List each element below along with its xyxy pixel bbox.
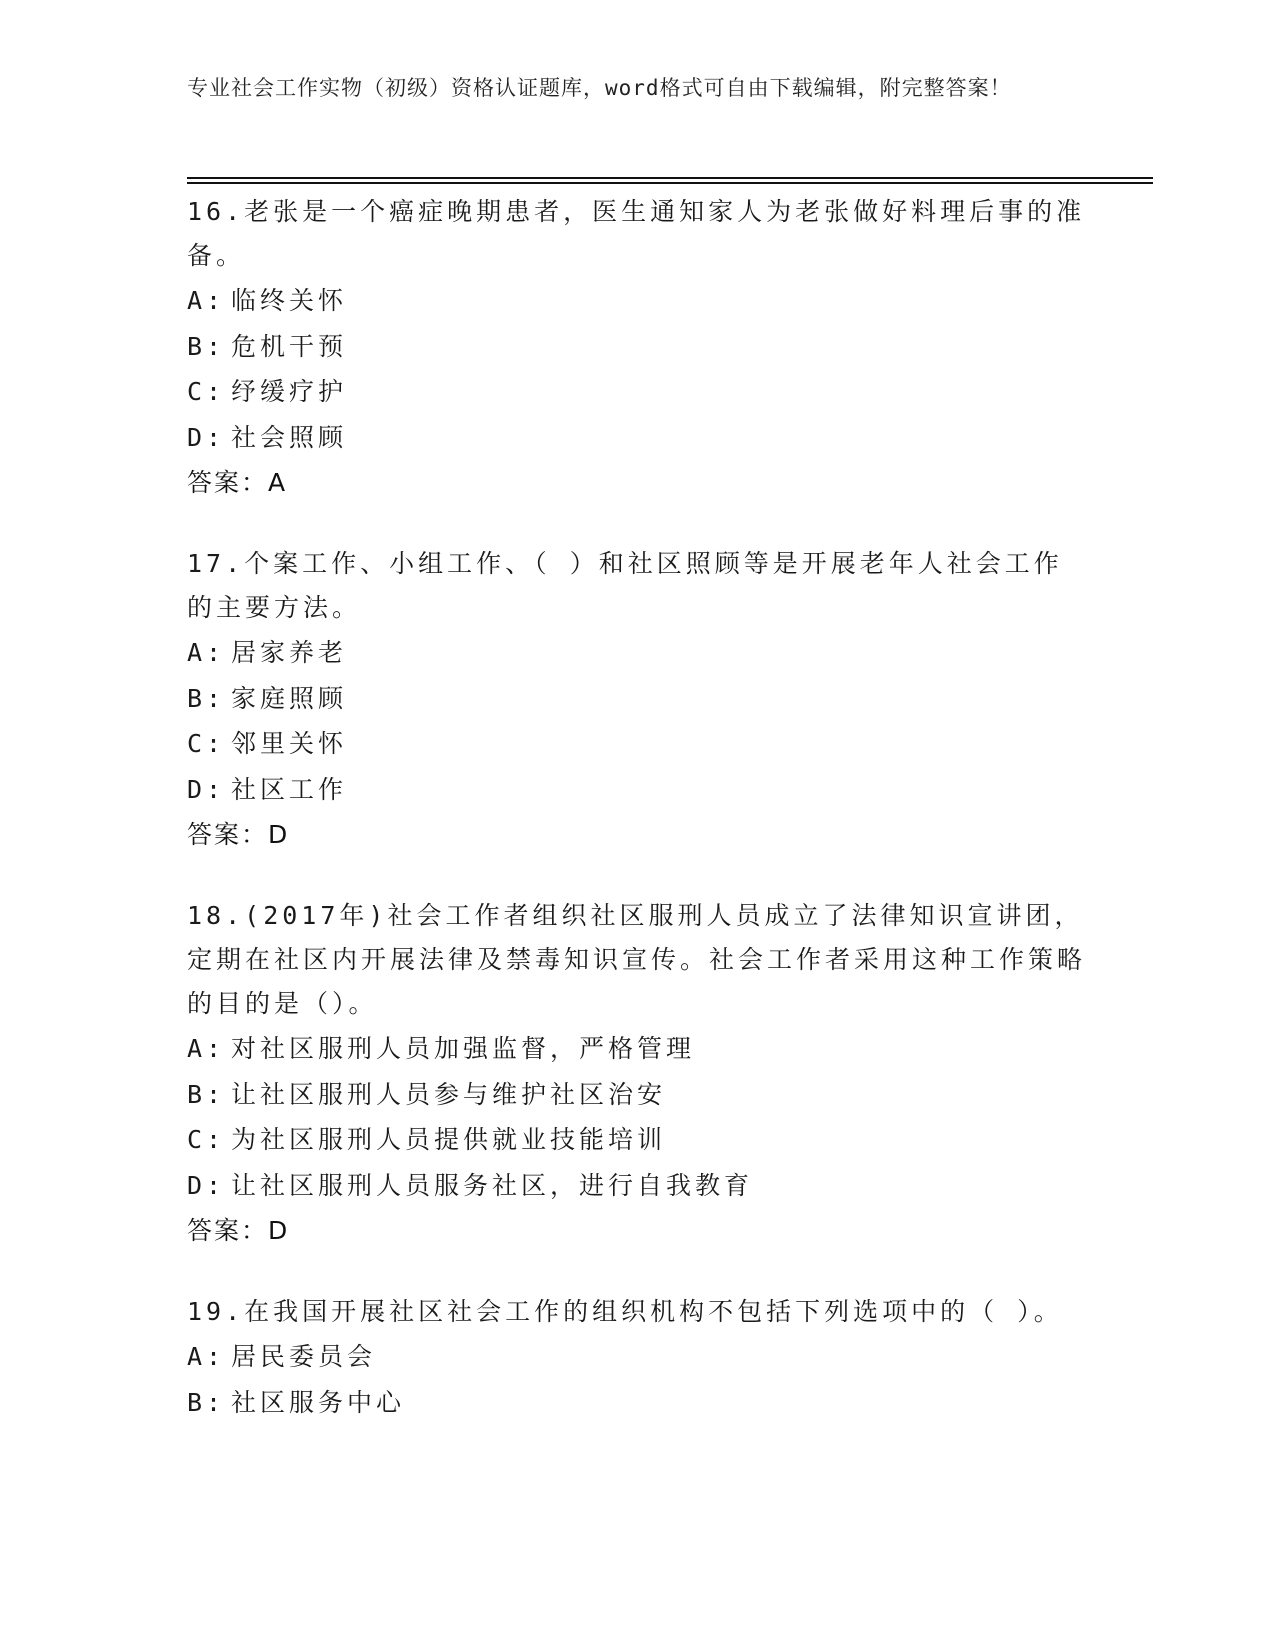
answer-line: 答案：D xyxy=(187,820,290,849)
option-a xyxy=(187,1026,1087,1072)
answer-line: 答案：D xyxy=(187,1216,290,1245)
option-letter: B: xyxy=(187,331,226,361)
option-text: 纾缓疗护 xyxy=(231,377,348,406)
option-letter: B: xyxy=(187,1079,226,1109)
option-b xyxy=(187,1072,1087,1118)
question-text xyxy=(187,190,1087,278)
question-number: 17. xyxy=(187,549,245,578)
option-letter: B: xyxy=(187,683,226,713)
option-letter: D: xyxy=(187,774,226,804)
question-16 xyxy=(187,190,1087,506)
option-text: 居民委员会 xyxy=(231,1342,377,1371)
option-letter: C: xyxy=(187,729,226,758)
option-d xyxy=(187,1163,1087,1209)
option-letter: B: xyxy=(187,1387,226,1417)
option-c xyxy=(187,1117,1087,1163)
option-letter: C: xyxy=(187,1125,226,1154)
option-letter: A: xyxy=(187,1034,226,1063)
question-list xyxy=(187,190,1087,1461)
option-letter: D: xyxy=(187,422,226,452)
option-letter: D: xyxy=(187,1170,226,1200)
option-text: 社会照顾 xyxy=(231,422,348,452)
question-18 xyxy=(187,894,1087,1254)
option-text: 让社区服刑人员参与维护社区治安 xyxy=(231,1079,667,1109)
option-text: 社区服务中心 xyxy=(231,1387,406,1417)
option-letter: A: xyxy=(187,286,226,315)
option-d xyxy=(187,415,1087,461)
option-text: 危机干预 xyxy=(231,331,348,361)
question-stem: 在我国开展社区社会工作的组织机构不包括下列选项中的（ ）。 xyxy=(244,1297,1063,1326)
answer-line: 答案：A xyxy=(187,468,288,497)
option-letter: C: xyxy=(187,377,226,406)
option-b xyxy=(187,1380,1087,1426)
question-text xyxy=(187,1290,1087,1334)
question-number: 16. xyxy=(187,197,245,226)
page-header xyxy=(187,72,1067,104)
option-letter: A: xyxy=(187,638,226,667)
option-c xyxy=(187,369,1087,415)
option-b xyxy=(187,676,1087,722)
option-text: 对社区服刑人员加强监督，严格管理 xyxy=(231,1034,696,1063)
question-stem: 老张是一个癌症晚期患者，医生通知家人为老张做好料理后事的准备。 xyxy=(187,197,1086,270)
option-a xyxy=(187,278,1087,324)
question-text xyxy=(187,542,1087,630)
question-text xyxy=(187,894,1087,1026)
question-number: 19. xyxy=(187,1297,245,1326)
option-text: 临终关怀 xyxy=(231,286,348,315)
header-text: 专业社会工作实物（初级）资格认证题库，word格式可自由下载编辑，附完整答案！ xyxy=(187,76,1012,100)
header-divider-top xyxy=(187,177,1153,179)
option-c xyxy=(187,721,1087,767)
question-stem: (2017年)社会工作者组织社区服刑人员成立了法律知识宣讲团，定期在社区内开展法律及禁毒知识宣传。社会工作者采用这种工作策略的目的是（）。 xyxy=(187,901,1087,1018)
option-text: 家庭照顾 xyxy=(231,683,348,713)
question-stem: 个案工作、小组工作、（ ）和社区照顾等是开展老年人社会工作的主要方法。 xyxy=(187,549,1063,622)
option-d xyxy=(187,767,1087,813)
question-17 xyxy=(187,542,1087,858)
option-b xyxy=(187,324,1087,370)
option-a xyxy=(187,630,1087,676)
option-text: 社区工作 xyxy=(231,774,348,804)
option-text: 居家养老 xyxy=(231,638,348,667)
option-letter: A: xyxy=(187,1342,226,1371)
option-text: 为社区服刑人员提供就业技能培训 xyxy=(231,1125,667,1154)
header-divider-bottom xyxy=(187,182,1153,184)
option-a xyxy=(187,1334,1087,1380)
option-text: 让社区服刑人员服务社区，进行自我教育 xyxy=(231,1170,754,1200)
question-number: 18. xyxy=(187,901,245,930)
option-text: 邻里关怀 xyxy=(231,729,348,758)
question-19 xyxy=(187,1290,1087,1425)
